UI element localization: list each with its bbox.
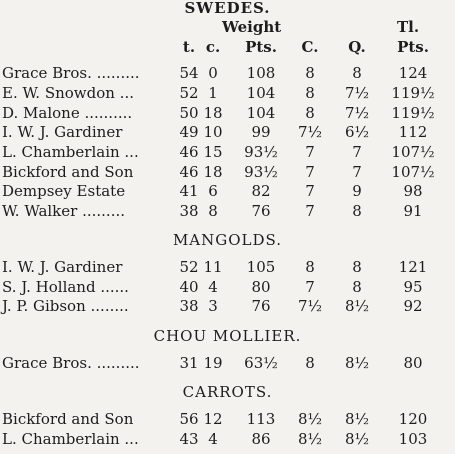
total-value: 107½: [391, 163, 435, 181]
tons-value: 38: [179, 297, 199, 315]
tons-value: 43: [179, 430, 199, 448]
points-value: 80: [251, 278, 271, 296]
c-header: C.: [301, 38, 319, 56]
c-value: 7½: [297, 297, 323, 315]
tons-header: t.: [182, 38, 196, 56]
total-value: 91: [403, 202, 423, 220]
points-value: 76: [251, 202, 271, 220]
q-value: 8½: [344, 354, 370, 372]
c-value: 8½: [297, 410, 323, 428]
c-value: 7: [305, 278, 315, 296]
section-title-swedes: SWEDES.: [184, 0, 271, 17]
cwt-value: 18: [203, 163, 223, 181]
entrant-name: I. W. J. Gardiner: [2, 258, 123, 276]
total-header: Tl.: [397, 18, 420, 36]
total-value: 98: [403, 182, 423, 200]
tons-value: 46: [179, 163, 199, 181]
points-value: 93½: [244, 143, 278, 161]
weight-header: Weight: [222, 18, 282, 36]
total-value: 124: [398, 64, 428, 82]
q-value: 8: [352, 202, 362, 220]
points-value: 113: [246, 410, 276, 428]
table-row: [0, 428, 455, 450]
q-value: 6½: [344, 123, 370, 141]
cwt-header: c.: [205, 38, 221, 56]
q-value: 7½: [344, 84, 370, 102]
cwt-value: 12: [203, 410, 223, 428]
section-title-mangolds: MANGOLDS.: [172, 231, 283, 249]
points-value: 82: [251, 182, 271, 200]
tons-value: 56: [179, 410, 199, 428]
q-value: 7: [352, 143, 362, 161]
c-value: 8½: [297, 430, 323, 448]
tons-value: 52: [179, 84, 199, 102]
section-title-carrots: CARROTS.: [182, 383, 273, 401]
header-row-2: [0, 36, 455, 58]
cwt-value: 11: [203, 258, 223, 276]
total-value: 119½: [391, 104, 435, 122]
points-value: 99: [251, 123, 271, 141]
tons-value: 50: [179, 104, 199, 122]
total-points-header: Pts.: [397, 38, 429, 56]
total-value: 107½: [391, 143, 435, 161]
table-row: [0, 62, 455, 84]
cwt-value: 1: [208, 84, 218, 102]
c-value: 8: [305, 258, 315, 276]
entrant-name: Dempsey Estate: [2, 182, 126, 200]
cwt-value: 0: [208, 64, 218, 82]
entrant-name: E. W. Snowdon ...: [2, 84, 134, 102]
table-row: [0, 180, 455, 202]
points-value: 76: [251, 297, 271, 315]
cwt-value: 8: [208, 202, 218, 220]
q-value: 8½: [344, 410, 370, 428]
tons-value: 46: [179, 143, 199, 161]
cwt-value: 15: [203, 143, 223, 161]
q-value: 8: [352, 64, 362, 82]
section-title-chou-mollier: CHOU MOLLIER.: [153, 327, 302, 345]
points-value: 86: [251, 430, 271, 448]
q-value: 8½: [344, 430, 370, 448]
points-value: 104: [246, 84, 276, 102]
cwt-value: 4: [208, 278, 218, 296]
total-value: 119½: [391, 84, 435, 102]
cwt-value: 6: [208, 182, 218, 200]
c-value: 8: [305, 84, 315, 102]
table-row: [0, 141, 455, 163]
c-value: 8: [305, 64, 315, 82]
c-value: 8: [305, 104, 315, 122]
table-row: [0, 295, 455, 317]
cwt-value: 10: [203, 123, 223, 141]
c-value: 7: [305, 202, 315, 220]
total-value: 121: [398, 258, 428, 276]
q-value: 9: [352, 182, 362, 200]
entrant-name: L. Chamberlain ...: [2, 430, 139, 448]
tons-value: 41: [179, 182, 199, 200]
total-value: 95: [403, 278, 423, 296]
c-value: 7: [305, 163, 315, 181]
entrant-name: J. P. Gibson ........: [2, 297, 129, 315]
total-value: 120: [398, 410, 428, 428]
cwt-value: 18: [203, 104, 223, 122]
q-value: 8: [352, 278, 362, 296]
tons-value: 54: [179, 64, 199, 82]
header-row-1: [0, 16, 455, 38]
total-value: 112: [398, 123, 428, 141]
table-row: [0, 408, 455, 430]
entrant-name: D. Malone ..........: [2, 104, 133, 122]
entrant-name: Grace Bros. .........: [2, 354, 140, 372]
table-row: [0, 121, 455, 143]
entrant-name: Bickford and Son: [2, 163, 134, 181]
total-value: 92: [403, 297, 423, 315]
points-value: 108: [246, 64, 276, 82]
points-value: 63½: [244, 354, 278, 372]
total-value: 80: [403, 354, 423, 372]
entrant-name: Bickford and Son: [2, 410, 134, 428]
c-value: 7: [305, 182, 315, 200]
c-value: 7: [305, 143, 315, 161]
entrant-name: L. Chamberlain ...: [2, 143, 139, 161]
table-row: [0, 256, 455, 278]
q-value: 7½: [344, 104, 370, 122]
points-value: 104: [246, 104, 276, 122]
tons-value: 52: [179, 258, 199, 276]
table-row: [0, 200, 455, 222]
q-header: Q.: [348, 38, 366, 56]
c-value: 7½: [297, 123, 323, 141]
total-value: 103: [398, 430, 428, 448]
entrant-name: I. W. J. Gardiner: [2, 123, 123, 141]
table-row: [0, 82, 455, 104]
tons-value: 31: [179, 354, 199, 372]
q-value: 7: [352, 163, 362, 181]
q-value: 8½: [344, 297, 370, 315]
entrant-name: W. Walker .........: [2, 202, 126, 220]
tons-value: 40: [179, 278, 199, 296]
table-row: [0, 352, 455, 374]
points-header: Pts.: [245, 38, 277, 56]
cwt-value: 4: [208, 430, 218, 448]
cwt-value: 19: [203, 354, 223, 372]
tons-value: 49: [179, 123, 199, 141]
q-value: 8: [352, 258, 362, 276]
points-value: 105: [246, 258, 276, 276]
entrant-name: Grace Bros. .........: [2, 64, 140, 82]
cwt-value: 3: [208, 297, 218, 315]
points-value: 93½: [244, 163, 278, 181]
entrant-name: S. J. Holland ......: [2, 278, 129, 296]
tons-value: 38: [179, 202, 199, 220]
c-value: 8: [305, 354, 315, 372]
